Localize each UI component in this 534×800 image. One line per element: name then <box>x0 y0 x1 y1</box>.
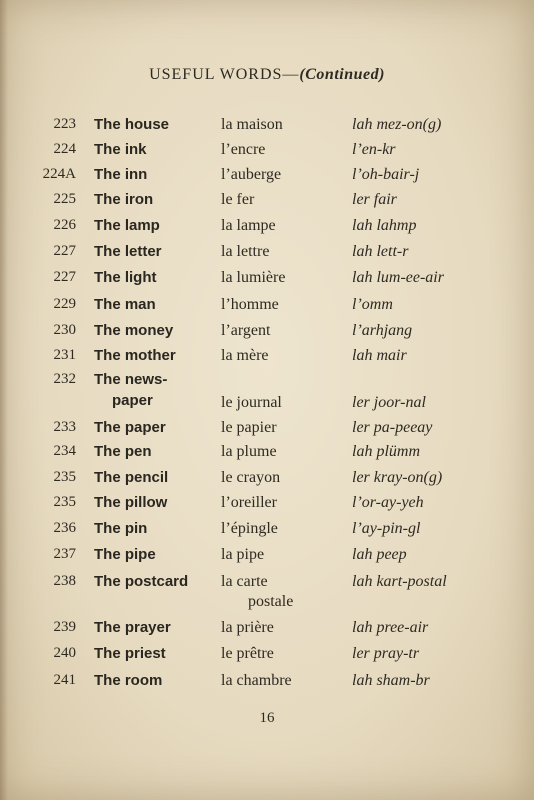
entry-number: 233 <box>53 419 76 435</box>
french-word: la lampe <box>221 217 276 234</box>
pronunciation: l’ay-pin-gl <box>352 520 421 537</box>
pronunciation: ler pa-peeay <box>352 419 433 436</box>
french-word: la lumière <box>221 269 286 286</box>
french-word: la lettre <box>221 243 270 260</box>
french-word: la prière <box>221 619 274 636</box>
pronunciation: l’omm <box>352 296 393 313</box>
pronunciation: lah lett-r <box>352 243 409 260</box>
french-word: l’homme <box>221 296 279 313</box>
english-word: The light <box>94 269 157 286</box>
pronunciation: lah lum-ee-air <box>352 269 444 286</box>
vocab-row <box>0 419 534 445</box>
entry-number: 235 <box>53 469 76 485</box>
french-word: l’épingle <box>221 520 278 537</box>
entry-number: 230 <box>53 322 76 338</box>
english-word: The lamp <box>94 217 160 234</box>
entry-number: 237 <box>53 546 76 562</box>
pronunciation: l’arhjang <box>352 322 413 339</box>
page-heading: USEFUL WORDS—(Continued) <box>149 66 385 83</box>
pronunciation: l’or-ay-yeh <box>352 494 424 511</box>
french-word: la maison <box>221 116 283 133</box>
entry-number: 226 <box>53 217 76 233</box>
pronunciation: lah lahmp <box>352 217 417 234</box>
vocab-row <box>0 619 534 645</box>
english-word: The letter <box>94 243 162 260</box>
entry-number: 238 <box>53 573 76 589</box>
vocab-row <box>0 520 534 546</box>
english-word: The money <box>94 322 174 339</box>
french-word: le fer <box>221 191 255 208</box>
entry-number: 231 <box>53 347 76 363</box>
english-word: The paper <box>94 419 166 436</box>
pronunciation: lah peep <box>352 546 407 563</box>
pronunciation: ler pray-tr <box>352 645 420 662</box>
heading-main: USEFUL WORDS <box>149 66 283 83</box>
english-word: The postcard <box>94 573 189 590</box>
entry-number: 234 <box>53 443 76 459</box>
entry-number: 224 <box>53 141 76 157</box>
english-word: The man <box>94 296 156 313</box>
french-word: le journal <box>221 394 282 411</box>
vocab-row <box>0 217 534 243</box>
vocab-row <box>0 546 534 572</box>
pronunciation: ler kray-on(g) <box>352 469 443 486</box>
vocab-row <box>0 166 534 192</box>
french-word-line1: la carte <box>221 573 268 590</box>
english-word: The pencil <box>94 469 169 486</box>
vocab-row <box>0 269 534 295</box>
vocab-row <box>0 672 534 698</box>
vocab-row <box>0 443 534 469</box>
french-word: la mère <box>221 347 269 364</box>
vocab-row <box>0 494 534 520</box>
english-word: The pen <box>94 443 152 460</box>
french-word: l’auberge <box>221 166 282 183</box>
entry-number: 232 <box>53 371 76 387</box>
vocab-row <box>0 243 534 269</box>
french-word: le prêtre <box>221 645 274 662</box>
heading-continued: (Continued) <box>299 66 385 83</box>
entry-number: 229 <box>53 296 76 312</box>
pronunciation: lah pree-air <box>352 619 429 636</box>
french-word: le crayon <box>221 469 281 486</box>
pronunciation: ler joor-nal <box>352 394 426 411</box>
english-word: The room <box>94 672 163 689</box>
pronunciation: lah sham-br <box>352 672 430 689</box>
pronunciation: lah kart-postal <box>352 573 447 590</box>
entry-number: 241 <box>53 672 76 688</box>
english-word: The prayer <box>94 619 171 636</box>
vocab-row <box>0 141 534 167</box>
vocab-row <box>0 347 534 373</box>
vocab-row <box>0 116 534 142</box>
french-word <box>221 573 293 611</box>
english-word: The pin <box>94 520 148 537</box>
vocab-row <box>0 645 534 671</box>
french-word: le papier <box>221 419 277 436</box>
entry-number: 235 <box>53 494 76 510</box>
vocab-row <box>0 469 534 495</box>
french-word: l’encre <box>221 141 266 158</box>
english-word: The pipe <box>94 546 156 563</box>
french-word: l’argent <box>221 322 271 339</box>
english-word: The priest <box>94 645 166 662</box>
english-word-line1: The news- <box>94 371 168 388</box>
entry-number: 236 <box>53 520 76 536</box>
vocab-row <box>0 573 534 617</box>
pronunciation: lah plümm <box>352 443 420 460</box>
vocab-row <box>0 191 534 217</box>
english-word: The inn <box>94 166 148 183</box>
pronunciation: ler fair <box>352 191 397 208</box>
vocab-row <box>0 371 534 419</box>
english-word: The iron <box>94 191 154 208</box>
entry-number: 227 <box>53 243 76 259</box>
entry-number: 225 <box>53 191 76 207</box>
vocab-row <box>0 296 534 322</box>
french-word: la plume <box>221 443 277 460</box>
entry-number: 227 <box>53 269 76 285</box>
pronunciation: lah mez-on(g) <box>352 116 442 133</box>
english-word <box>94 371 167 409</box>
vocab-row <box>0 322 534 348</box>
entry-number: 240 <box>53 645 76 661</box>
french-word: l’oreiller <box>221 494 277 511</box>
english-word: The ink <box>94 141 147 158</box>
pronunciation: l’en-kr <box>352 141 396 158</box>
english-word: The mother <box>94 347 176 364</box>
entry-number: 239 <box>53 619 76 635</box>
french-word-line2: postale <box>248 593 294 610</box>
pronunciation: l’oh-bair-j <box>352 166 420 183</box>
english-word: The house <box>94 116 170 133</box>
pronunciation: lah mair <box>352 347 407 364</box>
page-number: 16 <box>259 710 275 726</box>
entry-number: 224A <box>42 166 76 182</box>
entry-number: 223 <box>53 116 76 132</box>
english-word-line2: paper <box>112 392 153 409</box>
english-word: The pillow <box>94 494 168 511</box>
french-word: la pipe <box>221 546 265 563</box>
french-word: la chambre <box>221 672 292 689</box>
